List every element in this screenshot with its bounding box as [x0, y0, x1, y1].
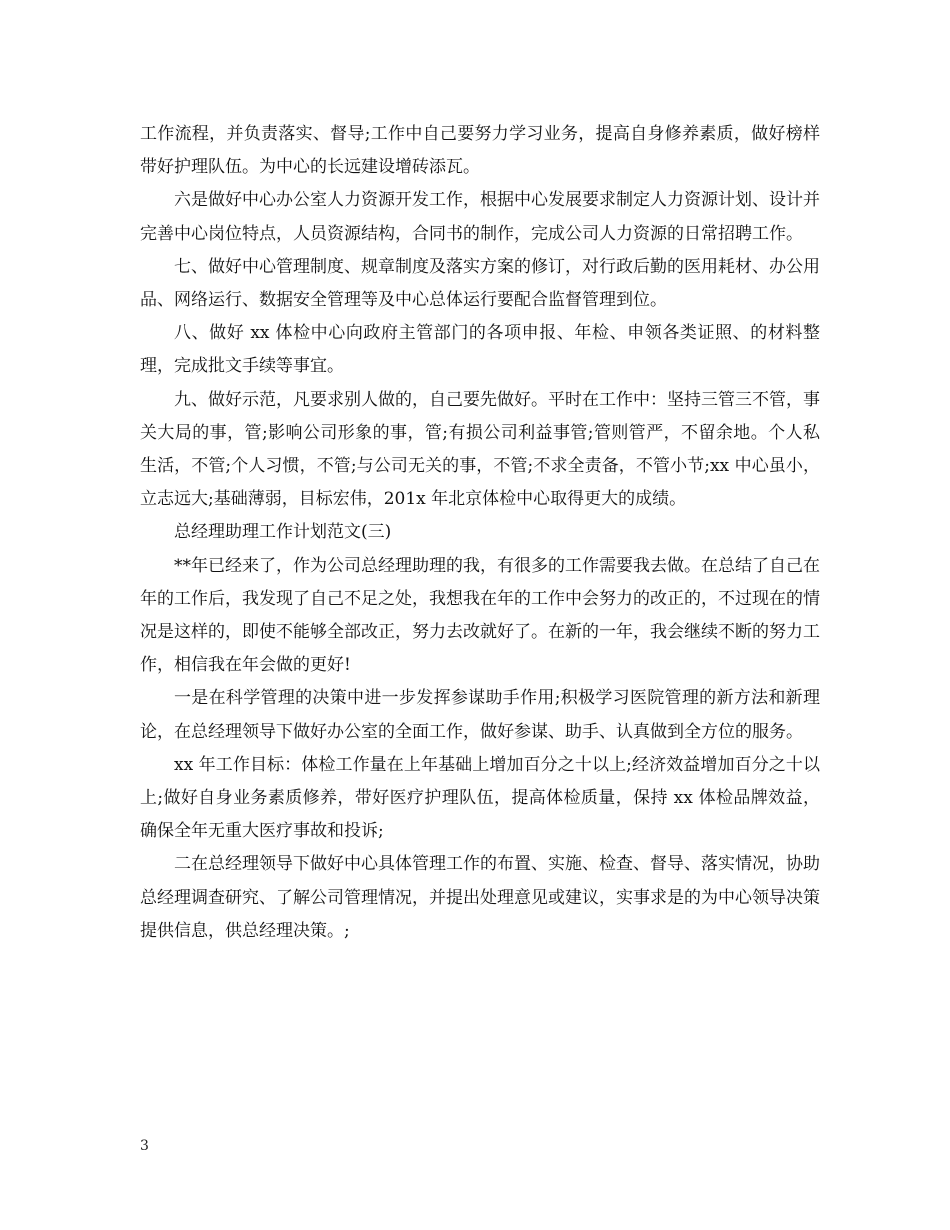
paragraph-item-eight: 八、做好 xx 体检中心向政府主管部门的各项申报、年检、申领各类证照、的材料整理，完成批文手续等事宜。 [140, 323, 820, 377]
paragraph-item-seven: 七、做好中心管理制度、规章制度及落实方案的修订，对行政后勤的医用耗材、办公用品、网络运行、数据安全管理等及中心总体运行要配合监督管理到位。 [140, 256, 820, 311]
page-number: 3 [140, 1138, 149, 1154]
section-heading: 总经理助理工作计划范文(三) [174, 522, 392, 543]
paragraph-point-one: 一是在科学管理的决策中进一步发挥参谋助手作用;积极学习医院管理的新方法和新理论，在总经理领导下做好办公室的全面工作，做好参谋、助手、认真做到全方位的服务。 [140, 688, 820, 742]
paragraph-item-nine: 九、做好示范，凡要求别人做的，自己要先做好。平时在工作中：坚持三管三不管，事关大局的事，管;影响公司形象的事，管;有损公司利益事管;管则管严，不留余地。个人私生活，不管;个人习惯，不管;与公司无关的事，不管;不求全责备，不管小节;xx 中心虽小，立志远大;基础薄弱，目标宏伟，201x 年北京体检中心取得更大的成绩。 [140, 389, 820, 510]
document-body [140, 118, 820, 948]
paragraph-item-six: 六是做好中心办公室人力资源开发工作，根据中心发展要求制定人力资源计划、设计并完善中心岗位特点，人员资源结构，合同书的制作，完成公司人力资源的日常招聘工作。 [140, 190, 820, 244]
paragraph-work-process: 工作流程，并负责落实、督导;工作中自己要努力学习业务，提高自身修养素质，做好榜样带好护理队伍。为中心的长远建设增砖添瓦。 [140, 124, 820, 178]
paragraph-point-two: 二在总经理领导下做好中心具体管理工作的布置、实施、检查、督导、落实情况，协助总经理调查研究、了解公司管理情况，并提出处理意见或建议，实事求是的为中心领导决策提供信息，供总经理决策。; [140, 854, 820, 941]
paragraph-annual-goal: xx 年工作目标：体检工作量在上年基础上增加百分之十以上;经济效益增加百分之十以上;做好自身业务素质修养，带好医疗护理队伍，提高体检质量，保持 xx 体检品牌效益，确保全年无重大医疗事故和投诉; [140, 754, 820, 842]
paragraph-intro: **年已经来了，作为公司总经理助理的我，有很多的工作需要我去做。在总结了自己在年的工作后，我发现了自己不足之处，我想我在年的工作中会努力的改正的，不过现在的情况是这样的，即使不能够全部改正，努力去改就好了。在新的一年，我会继续不断的努力工作，相信我在年会做的更好! [140, 555, 820, 676]
